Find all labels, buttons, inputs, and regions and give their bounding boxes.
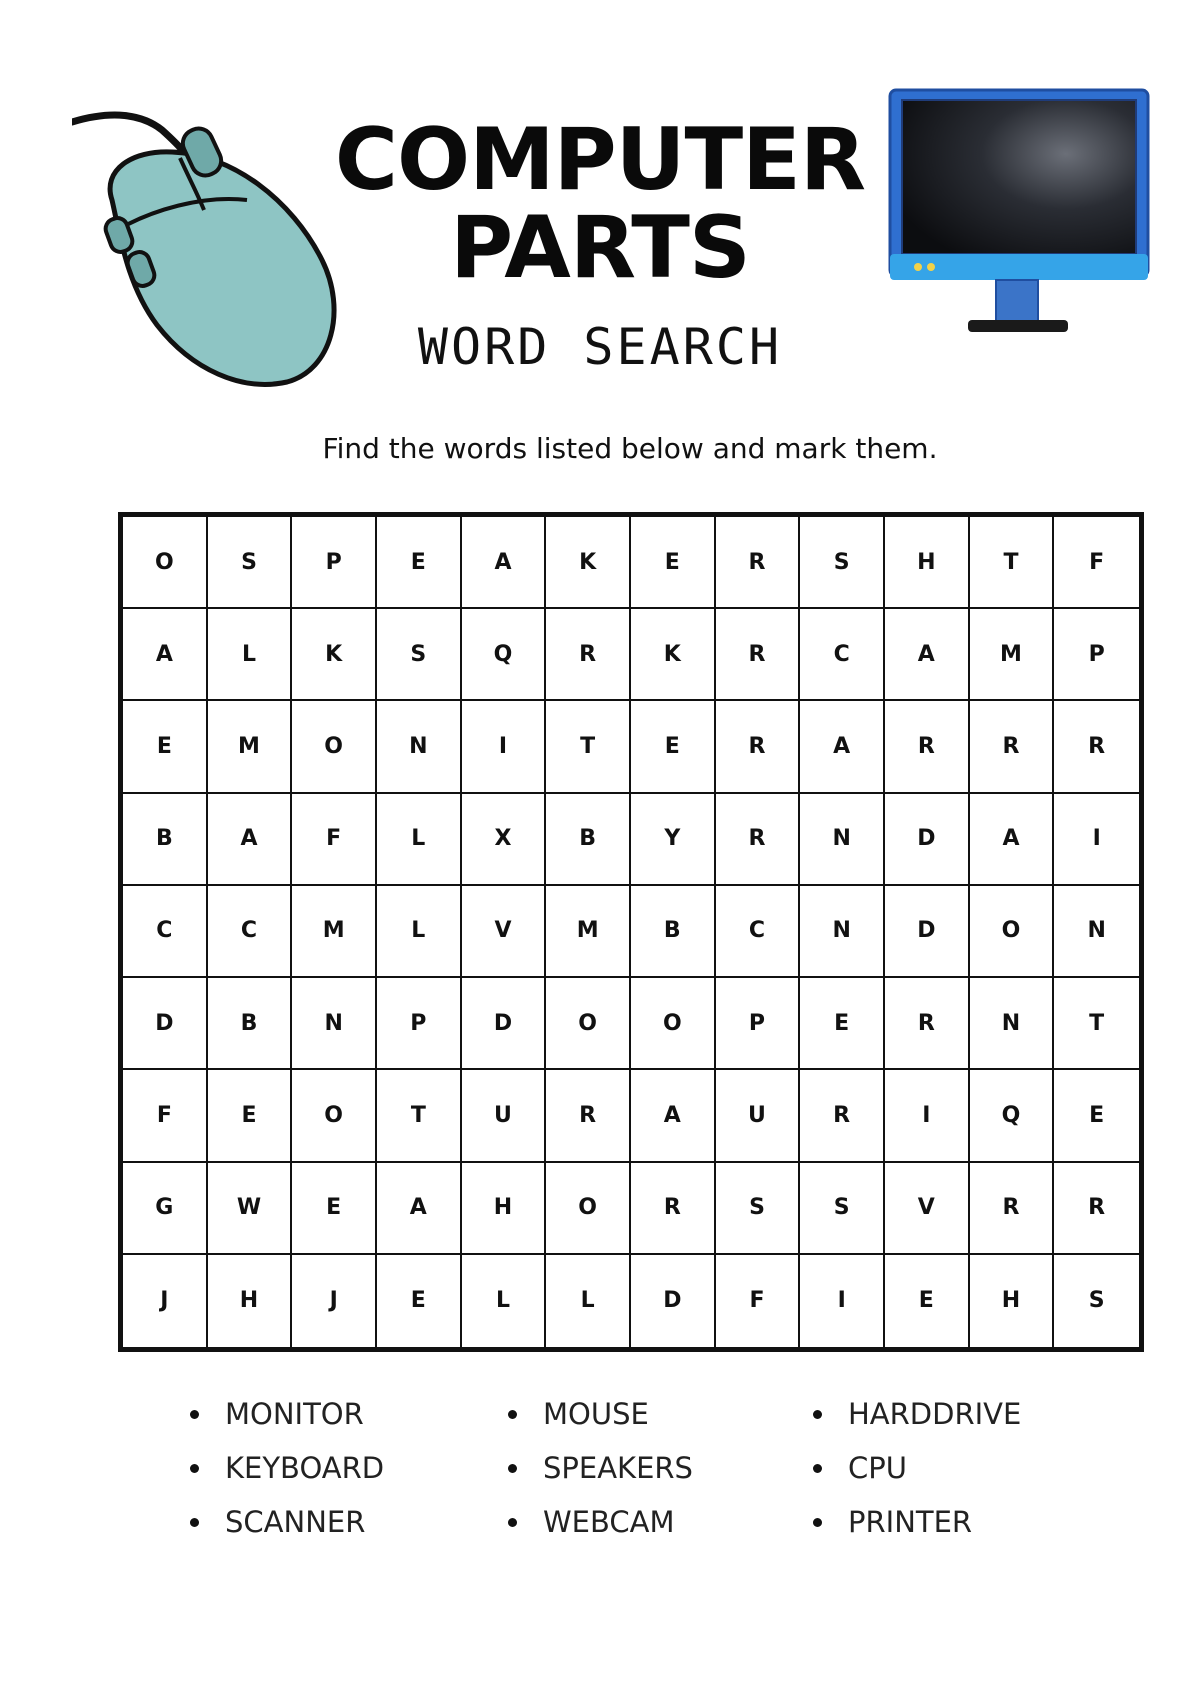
grid-cell[interactable]: F — [123, 1070, 208, 1162]
word-list — [190, 1398, 1090, 1538]
grid-cell[interactable]: F — [716, 1255, 801, 1347]
grid-cell[interactable]: L — [208, 609, 293, 701]
grid-cell[interactable]: B — [631, 886, 716, 978]
grid-cell[interactable]: A — [377, 1163, 462, 1255]
grid-cell[interactable]: C — [123, 886, 208, 978]
grid-cell[interactable]: I — [885, 1070, 970, 1162]
grid-cell[interactable]: B — [546, 794, 631, 886]
grid-cell[interactable]: L — [546, 1255, 631, 1347]
grid-cell[interactable]: G — [123, 1163, 208, 1255]
title-line-1: COMPUTER — [334, 110, 866, 210]
grid-cell[interactable]: C — [800, 609, 885, 701]
grid-cell[interactable]: R — [1054, 1163, 1139, 1255]
grid-cell[interactable]: P — [1054, 609, 1139, 701]
grid-cell[interactable]: Q — [462, 609, 547, 701]
word-label: PRINTER — [848, 1505, 973, 1539]
grid-cell[interactable]: L — [377, 794, 462, 886]
grid-cell[interactable]: O — [292, 1070, 377, 1162]
bullet-icon — [813, 1410, 822, 1419]
grid-cell[interactable]: F — [292, 794, 377, 886]
word-label: HARDDRIVE — [848, 1397, 1022, 1431]
grid-cell[interactable]: D — [462, 978, 547, 1070]
grid-cell[interactable]: Y — [631, 794, 716, 886]
grid-cell[interactable]: E — [208, 1070, 293, 1162]
bullet-icon — [190, 1518, 199, 1527]
grid-cell[interactable]: Q — [970, 1070, 1055, 1162]
grid-cell[interactable]: J — [292, 1255, 377, 1347]
grid-cell[interactable]: H — [885, 517, 970, 609]
grid-cell[interactable]: S — [800, 517, 885, 609]
grid-cell[interactable]: H — [970, 1255, 1055, 1347]
grid-cell[interactable]: T — [970, 517, 1055, 609]
grid-cell[interactable]: M — [292, 886, 377, 978]
grid-cell[interactable]: E — [123, 701, 208, 793]
word-list-item — [813, 1398, 1073, 1430]
grid-cell[interactable]: D — [631, 1255, 716, 1347]
grid-cell[interactable]: E — [1054, 1070, 1139, 1162]
grid-cell[interactable]: I — [800, 1255, 885, 1347]
grid-cell[interactable]: H — [208, 1255, 293, 1347]
grid-cell[interactable]: O — [292, 701, 377, 793]
grid-cell[interactable]: A — [631, 1070, 716, 1162]
word-label: SPEAKERS — [543, 1451, 693, 1485]
grid-cell[interactable]: N — [1054, 886, 1139, 978]
grid-cell[interactable]: R — [716, 701, 801, 793]
grid-cell[interactable]: O — [631, 978, 716, 1070]
grid-cell[interactable]: O — [546, 978, 631, 1070]
grid-cell[interactable]: F — [1054, 517, 1139, 609]
grid-cell[interactable]: E — [800, 978, 885, 1070]
grid-cell[interactable]: P — [716, 978, 801, 1070]
grid-cell[interactable]: O — [970, 886, 1055, 978]
grid-cell[interactable]: D — [885, 794, 970, 886]
grid-cell[interactable]: E — [377, 1255, 462, 1347]
grid-cell[interactable]: N — [970, 978, 1055, 1070]
word-label: CPU — [848, 1451, 907, 1485]
grid-cell[interactable]: R — [546, 1070, 631, 1162]
grid-cell[interactable]: D — [885, 886, 970, 978]
grid-cell[interactable]: W — [208, 1163, 293, 1255]
grid-cell[interactable]: S — [208, 517, 293, 609]
grid-cell[interactable]: M — [208, 701, 293, 793]
grid-cell[interactable]: H — [462, 1163, 547, 1255]
grid-cell[interactable]: A — [885, 609, 970, 701]
grid-cell[interactable]: O — [546, 1163, 631, 1255]
grid-cell[interactable]: J — [123, 1255, 208, 1347]
grid-cell[interactable]: N — [800, 794, 885, 886]
grid-cell[interactable]: E — [631, 517, 716, 609]
grid-cell[interactable]: M — [970, 609, 1055, 701]
grid-cell[interactable]: D — [123, 978, 208, 1070]
grid-cell[interactable]: R — [885, 701, 970, 793]
grid-cell[interactable]: U — [462, 1070, 547, 1162]
grid-cell[interactable]: U — [716, 1070, 801, 1162]
grid-cell[interactable]: V — [462, 886, 547, 978]
grid-cell[interactable]: S — [800, 1163, 885, 1255]
grid-cell[interactable]: R — [1054, 701, 1139, 793]
grid-cell[interactable]: R — [970, 701, 1055, 793]
word-list-item — [508, 1398, 813, 1430]
grid-cell[interactable]: R — [800, 1070, 885, 1162]
word-list-item — [190, 1398, 508, 1430]
grid-cell[interactable]: R — [716, 517, 801, 609]
word-list-item — [508, 1452, 813, 1484]
bullet-icon — [813, 1518, 822, 1527]
word-list-item — [813, 1506, 1073, 1538]
word-label: WEBCAM — [543, 1505, 675, 1539]
grid-cell[interactable]: C — [208, 886, 293, 978]
grid-cell[interactable]: P — [377, 978, 462, 1070]
grid-cell[interactable]: C — [716, 886, 801, 978]
word-search-grid — [118, 512, 1144, 1352]
grid-cell[interactable]: E — [631, 701, 716, 793]
grid-cell[interactable]: R — [716, 609, 801, 701]
word-label: SCANNER — [225, 1505, 366, 1539]
grid-cell[interactable]: X — [462, 794, 547, 886]
grid-cell[interactable]: M — [546, 886, 631, 978]
grid-cell[interactable]: E — [292, 1163, 377, 1255]
monitor-icon — [888, 88, 1150, 340]
grid-cell[interactable]: T — [1054, 978, 1139, 1070]
grid-cell[interactable]: S — [716, 1163, 801, 1255]
grid-cell[interactable]: E — [885, 1255, 970, 1347]
word-label: KEYBOARD — [225, 1451, 385, 1485]
bullet-icon — [508, 1464, 517, 1473]
grid-cell[interactable]: S — [1088, 1288, 1105, 1314]
word-list-item — [813, 1452, 1073, 1484]
grid-cell[interactable]: I — [1054, 794, 1139, 886]
word-list-item — [190, 1452, 508, 1484]
bullet-icon — [508, 1410, 517, 1419]
grid-cell[interactable]: R — [970, 1163, 1055, 1255]
grid-cell[interactable]: K — [292, 609, 377, 701]
grid-cell[interactable]: L — [377, 886, 462, 978]
word-label: MONITOR — [225, 1397, 364, 1431]
grid-cell[interactable]: O — [123, 517, 208, 609]
grid-cell[interactable]: A — [123, 609, 208, 701]
grid-cell[interactable]: I — [462, 701, 547, 793]
grid-cell[interactable]: R — [885, 978, 970, 1070]
title-line-2: PARTS — [450, 198, 750, 298]
bullet-icon — [508, 1518, 517, 1527]
grid-cell[interactable]: S — [377, 609, 462, 701]
grid-cell[interactable]: E — [377, 517, 462, 609]
grid-cell[interactable]: N — [800, 886, 885, 978]
grid-cell[interactable]: P — [292, 517, 377, 609]
bullet-icon — [190, 1464, 199, 1473]
grid-cell[interactable]: T — [546, 701, 631, 793]
instructions: Find the words listed below and mark them. — [322, 432, 938, 465]
word-label: MOUSE — [543, 1397, 649, 1431]
grid-cell[interactable]: A — [462, 517, 547, 609]
bullet-icon — [813, 1464, 822, 1473]
grid-cell[interactable]: B — [123, 794, 208, 886]
word-list-item — [508, 1506, 813, 1538]
word-list-item — [190, 1506, 508, 1538]
grid-cell[interactable]: K — [546, 517, 631, 609]
subtitle: WORD SEARCH — [417, 318, 783, 376]
bullet-icon — [190, 1410, 199, 1419]
grid-cell[interactable]: L — [462, 1255, 547, 1347]
grid-cell[interactable]: N — [292, 978, 377, 1070]
grid-cell[interactable]: A — [800, 701, 885, 793]
grid-cell[interactable]: R — [716, 794, 801, 886]
grid-cell[interactable]: T — [377, 1070, 462, 1162]
grid-cell[interactable]: N — [377, 701, 462, 793]
grid-cell[interactable]: A — [208, 794, 293, 886]
grid-cell[interactable]: R — [546, 609, 631, 701]
grid-cell[interactable]: V — [885, 1163, 970, 1255]
grid-cell[interactable]: A — [970, 794, 1055, 886]
grid-cell[interactable]: K — [631, 609, 716, 701]
grid-cell[interactable]: R — [631, 1163, 716, 1255]
grid-cell[interactable]: B — [208, 978, 293, 1070]
